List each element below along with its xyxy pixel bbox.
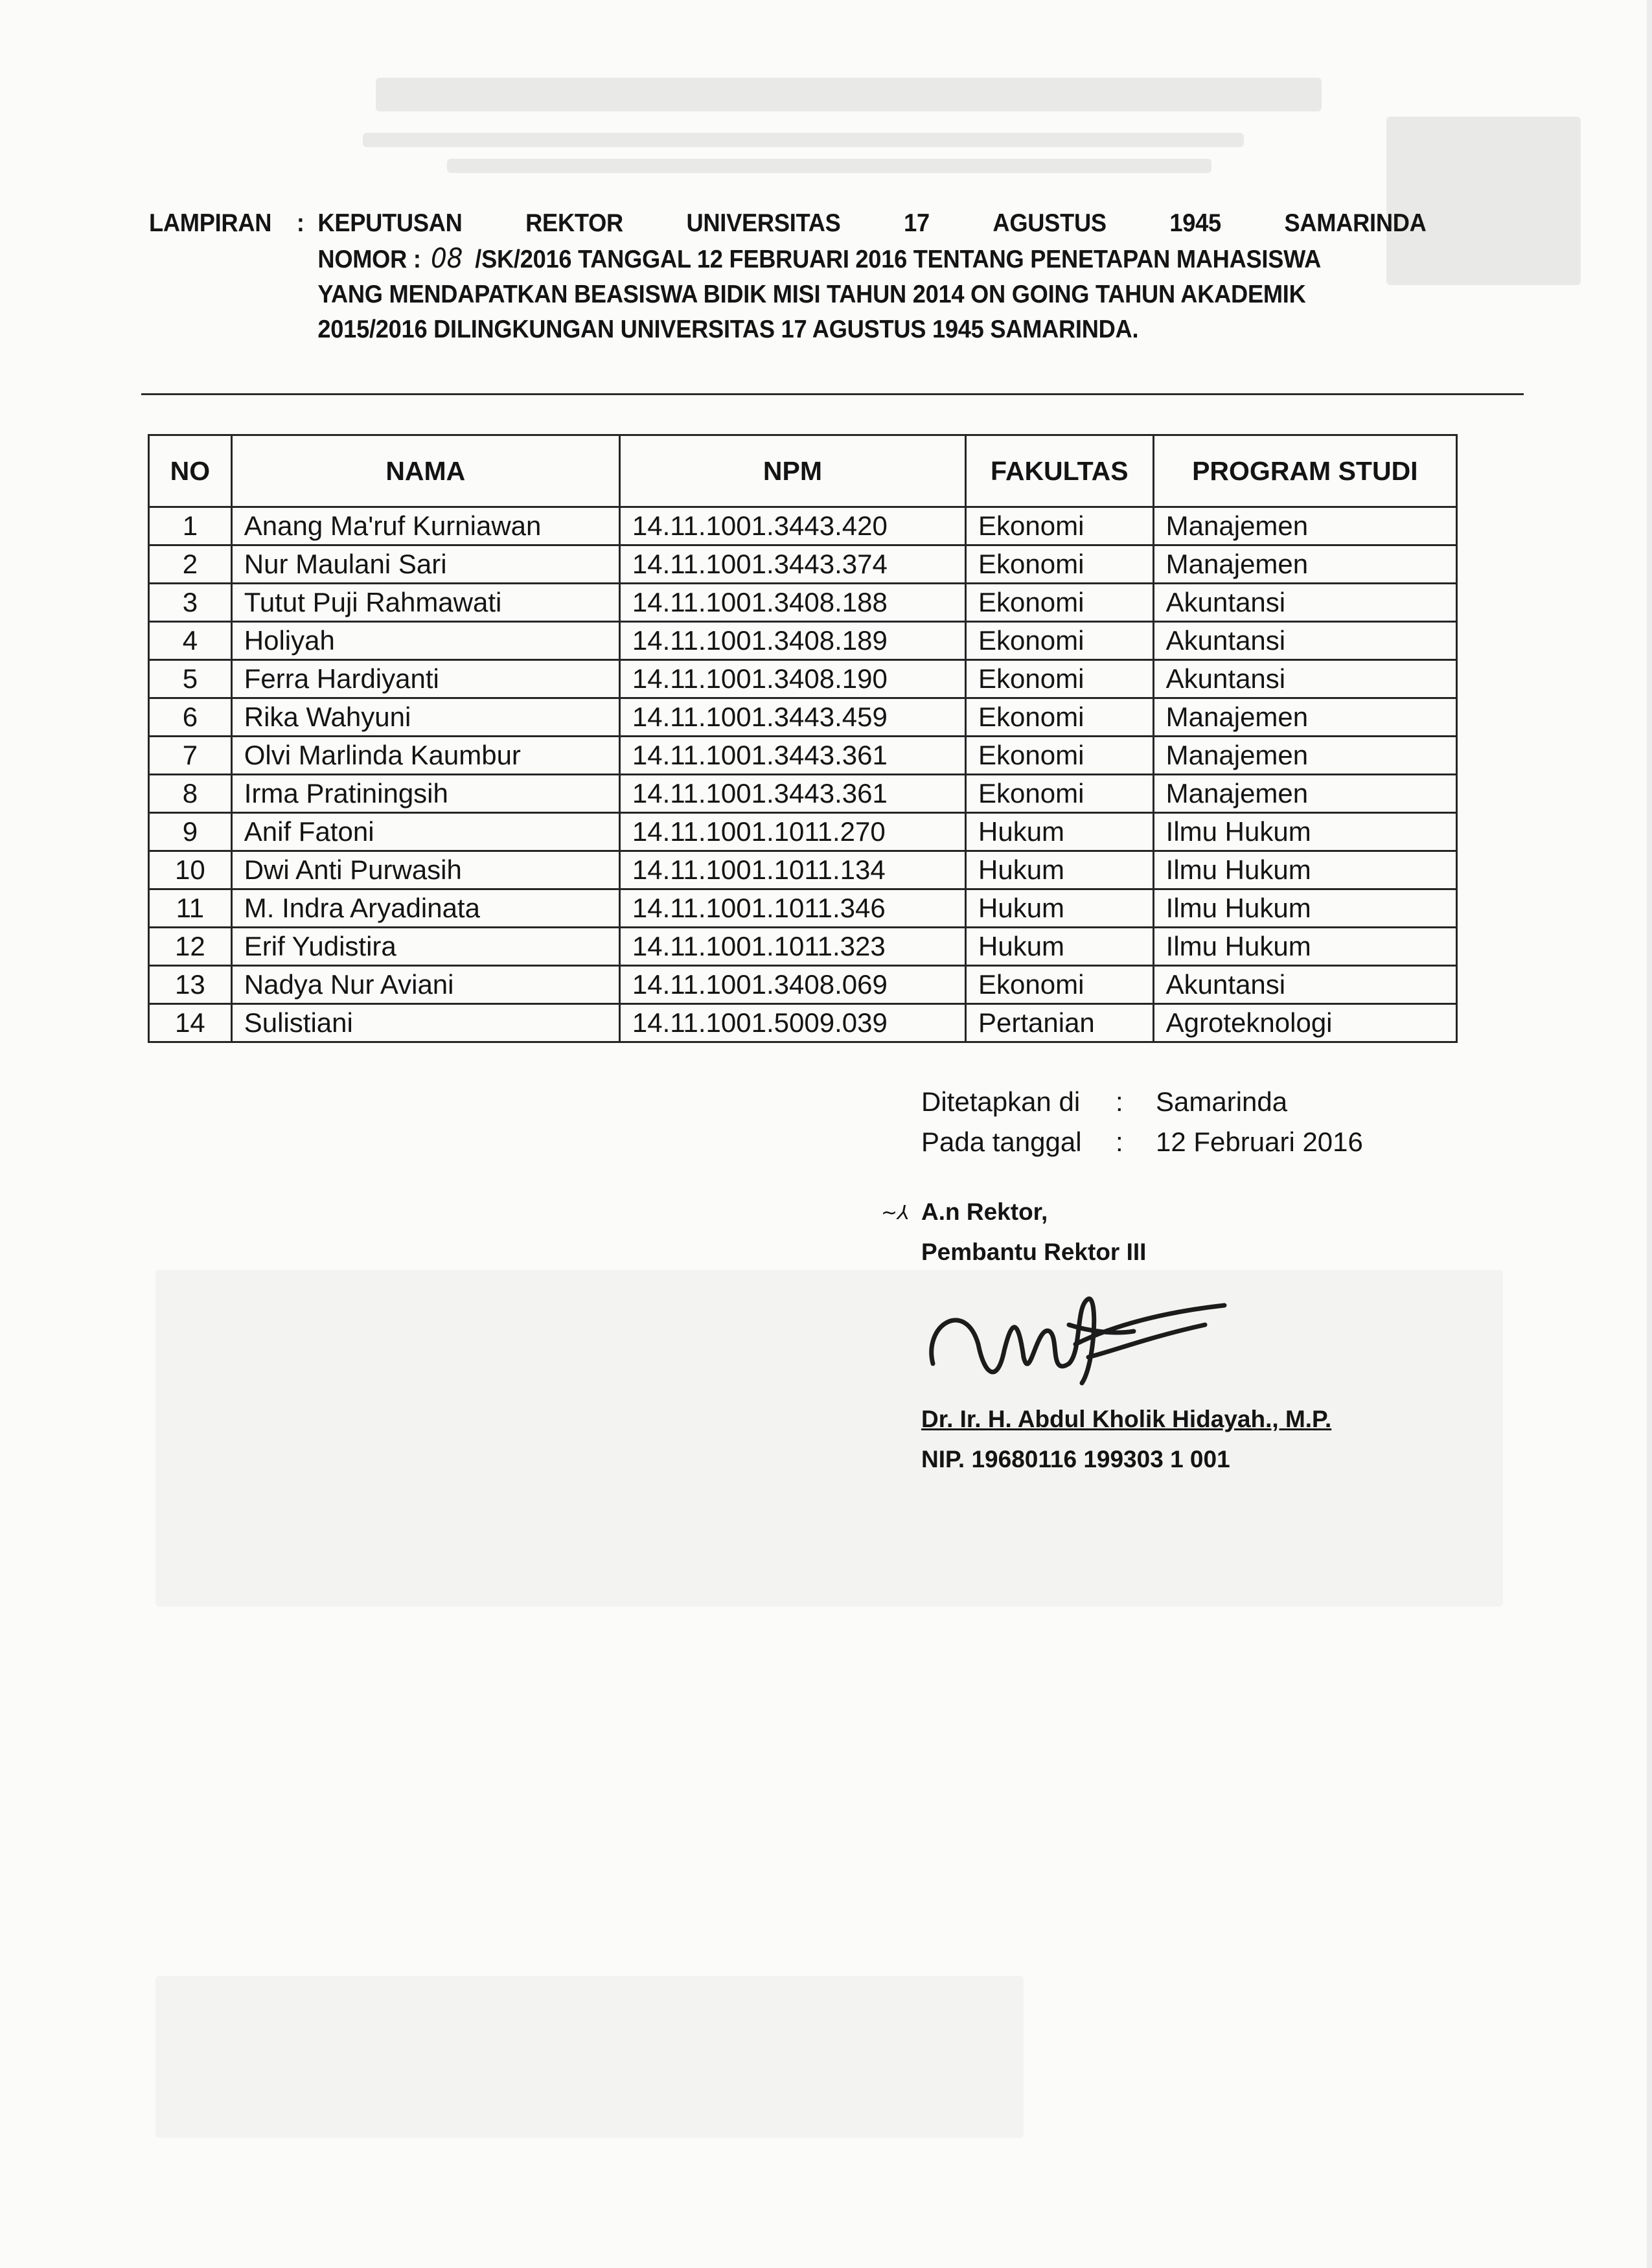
cell-nama: Nur Maulani Sari: [231, 545, 619, 584]
cell-program-studi: Ilmu Hukum: [1153, 928, 1456, 966]
cell-nama: Sulistiani: [231, 1004, 619, 1042]
table-row: [149, 889, 1457, 928]
cell-program-studi: Manajemen: [1153, 737, 1456, 775]
bleed-through-heading: [376, 78, 1322, 111]
cell-no: 1: [149, 507, 232, 545]
cell-npm: 14.11.1001.3443.361: [619, 737, 965, 775]
decree-place-date: [921, 1082, 1363, 1162]
cell-nama: Rika Wahyuni: [231, 698, 619, 737]
cell-npm: 14.11.1001.3408.188: [619, 584, 965, 622]
decree-word: 17: [904, 209, 930, 237]
ditetapkan-value: Samarinda: [1156, 1086, 1288, 1117]
lampiran-header: [149, 206, 1427, 347]
column-header-nama: NAMA: [231, 435, 619, 507]
cell-no: 5: [149, 660, 232, 698]
cell-fakultas: Ekonomi: [966, 966, 1154, 1004]
cell-program-studi: Ilmu Hukum: [1153, 851, 1456, 889]
table-row: [149, 622, 1457, 660]
bleed-through-subheading: [363, 133, 1244, 147]
handwritten-number: 08: [431, 242, 463, 274]
cell-fakultas: Ekonomi: [966, 584, 1154, 622]
cell-nama: M. Indra Aryadinata: [231, 889, 619, 928]
cell-no: 8: [149, 775, 232, 813]
table-row: [149, 851, 1457, 889]
column-header-npm: NPM: [619, 435, 965, 507]
cell-program-studi: Akuntansi: [1153, 584, 1456, 622]
tanggal-colon: :: [1116, 1127, 1123, 1157]
cell-fakultas: Ekonomi: [966, 545, 1154, 584]
column-header-program-studi: PROGRAM STUDI: [1153, 435, 1456, 507]
cell-npm: 14.11.1001.3408.069: [619, 966, 965, 1004]
cell-npm: 14.11.1001.1011.323: [619, 928, 965, 966]
table-body: [149, 507, 1457, 1042]
cell-no: 2: [149, 545, 232, 584]
student-table: [148, 434, 1458, 1043]
cell-fakultas: Pertanian: [966, 1004, 1154, 1042]
tanggal-label: Pada tanggal: [921, 1127, 1082, 1157]
table-row: [149, 966, 1457, 1004]
cell-no: 13: [149, 966, 232, 1004]
table-row: [149, 775, 1457, 813]
cell-fakultas: Hukum: [966, 928, 1154, 966]
cell-no: 10: [149, 851, 232, 889]
cell-no: 9: [149, 813, 232, 851]
header-line-4: 2015/2016 DILINGKUNGAN UNIVERSITAS 17 AGUSTUS 1945 SAMARINDA.: [317, 315, 1139, 343]
cell-program-studi: Akuntansi: [1153, 660, 1456, 698]
table-row: [149, 1004, 1457, 1042]
cell-program-studi: Manajemen: [1153, 698, 1456, 737]
cell-no: 4: [149, 622, 232, 660]
lampiran-label: LAMPIRAN: [149, 209, 272, 237]
header-divider: [141, 393, 1524, 395]
cell-nama: Nadya Nur Aviani: [231, 966, 619, 1004]
cell-fakultas: Ekonomi: [966, 507, 1154, 545]
cell-no: 14: [149, 1004, 232, 1042]
signer-block: [921, 1399, 1331, 1480]
table-row: [149, 698, 1457, 737]
cell-program-studi: Agroteknologi: [1153, 1004, 1456, 1042]
header-line-2: [317, 241, 1426, 277]
decree-word: AGUSTUS: [992, 209, 1107, 237]
cell-npm: 14.11.1001.3443.361: [619, 775, 965, 813]
cell-no: 3: [149, 584, 232, 622]
decree-word: REKTOR: [525, 209, 623, 237]
cell-nama: Ferra Hardiyanti: [231, 660, 619, 698]
column-header-fakultas: FAKULTAS: [966, 435, 1154, 507]
table-row: [149, 813, 1457, 851]
bleed-through-subheading-2: [447, 159, 1211, 173]
cell-nama: Dwi Anti Purwasih: [231, 851, 619, 889]
cell-npm: 14.11.1001.3408.189: [619, 622, 965, 660]
ditetapkan-label: Ditetapkan di: [921, 1086, 1081, 1117]
signatory-block: [881, 1192, 1147, 1272]
cell-program-studi: Manajemen: [1153, 507, 1456, 545]
cell-npm: 14.11.1001.3443.420: [619, 507, 965, 545]
cell-npm: 14.11.1001.1011.346: [619, 889, 965, 928]
decree-title-line: [317, 206, 1426, 241]
bleed-through-footer: [155, 1976, 1024, 2138]
cell-nama: Anang Ma'ruf Kurniawan: [231, 507, 619, 545]
cell-program-studi: Manajemen: [1153, 545, 1456, 584]
cell-npm: 14.11.1001.1011.134: [619, 851, 965, 889]
cell-no: 6: [149, 698, 232, 737]
table-row: [149, 545, 1457, 584]
cell-nama: Holiyah: [231, 622, 619, 660]
signer-name: Dr. Ir. H. Abdul Kholik Hidayah., M.P.: [921, 1406, 1332, 1432]
cell-program-studi: Akuntansi: [1153, 622, 1456, 660]
cell-nama: Anif Fatoni: [231, 813, 619, 851]
decree-word: KEPUTUSAN: [317, 209, 463, 237]
decree-word: SAMARINDA: [1284, 209, 1427, 237]
scan-edge: [1647, 0, 1652, 2268]
column-header-no: NO: [149, 435, 232, 507]
cell-program-studi: Ilmu Hukum: [1153, 813, 1456, 851]
nomor-prefix: NOMOR :: [317, 246, 421, 273]
lampiran-colon: :: [296, 209, 304, 237]
cell-no: 7: [149, 737, 232, 775]
cell-fakultas: Hukum: [966, 851, 1154, 889]
cell-npm: 14.11.1001.3443.459: [619, 698, 965, 737]
cell-nama: Olvi Marlinda Kaumbur: [231, 737, 619, 775]
cell-npm: 14.11.1001.3443.374: [619, 545, 965, 584]
cell-program-studi: Ilmu Hukum: [1153, 889, 1456, 928]
cell-fakultas: Ekonomi: [966, 698, 1154, 737]
signatory-title: Pembantu Rektor III: [921, 1239, 1147, 1265]
cell-npm: 14.11.1001.3408.190: [619, 660, 965, 698]
tanggal-row: [921, 1122, 1363, 1162]
cell-fakultas: Ekonomi: [966, 660, 1154, 698]
cell-nama: Erif Yudistira: [231, 928, 619, 966]
cell-fakultas: Hukum: [966, 813, 1154, 851]
cell-fakultas: Ekonomi: [966, 622, 1154, 660]
cell-program-studi: Akuntansi: [1153, 966, 1456, 1004]
cell-program-studi: Manajemen: [1153, 775, 1456, 813]
ditetapkan-row: [921, 1082, 1363, 1122]
table-row: [149, 737, 1457, 775]
table-row: [149, 584, 1457, 622]
cell-nama: Tutut Puji Rahmawati: [231, 584, 619, 622]
cell-no: 11: [149, 889, 232, 928]
header-line-1: [149, 206, 1427, 241]
handwritten-signature: [920, 1286, 1257, 1403]
table-row: [149, 507, 1457, 545]
on-behalf-line: A.n Rektor,: [921, 1198, 1048, 1225]
cell-npm: 14.11.1001.5009.039: [619, 1004, 965, 1042]
signer-nip: NIP. 19680116 199303 1 001: [921, 1446, 1230, 1472]
nomor-rest: /SK/2016 TANGGAL 12 FEBRUARI 2016 TENTANG PENETAPAN MAHASISWA: [475, 246, 1322, 273]
table-row: [149, 928, 1457, 966]
initial-mark: ~⅄: [881, 1202, 910, 1224]
table-header-row: [149, 435, 1457, 507]
decree-word: UNIVERSITAS: [686, 209, 841, 237]
ditetapkan-colon: :: [1116, 1086, 1123, 1117]
header-line-3: YANG MENDAPATKAN BEASISWA BIDIK MISI TAHUN 2014 ON GOING TAHUN AKADEMIK: [317, 281, 1306, 308]
cell-no: 12: [149, 928, 232, 966]
cell-fakultas: Hukum: [966, 889, 1154, 928]
tanggal-value: 12 Februari 2016: [1156, 1127, 1363, 1157]
cell-nama: Irma Pratiningsih: [231, 775, 619, 813]
decree-word: 1945: [1169, 209, 1221, 237]
cell-npm: 14.11.1001.1011.270: [619, 813, 965, 851]
cell-fakultas: Ekonomi: [966, 775, 1154, 813]
table-row: [149, 660, 1457, 698]
cell-fakultas: Ekonomi: [966, 737, 1154, 775]
